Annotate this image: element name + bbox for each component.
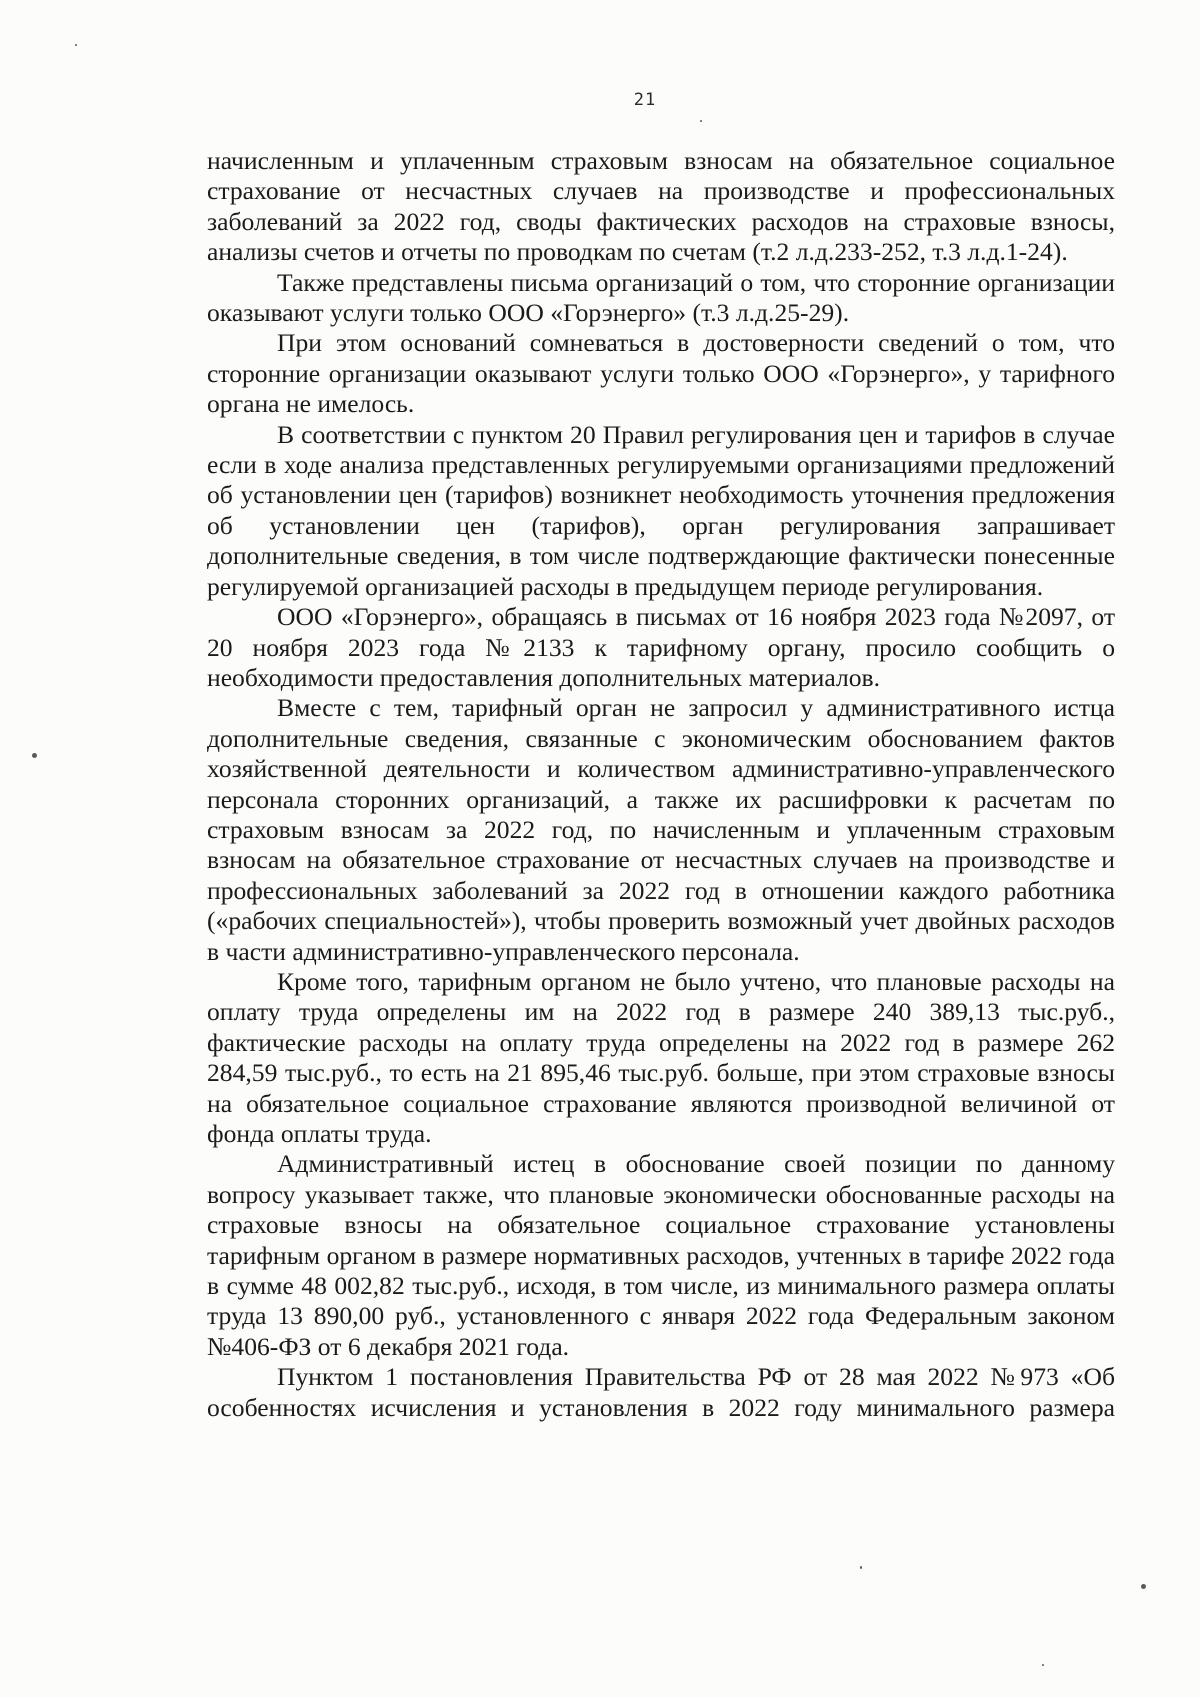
paragraph: Вместе с тем, тарифный орган не запросил у административного истца дополнительные сведения, связанные с экономическим обоснованием фактов хозяйственной деятельности и количеством административно-управленческого персонала сторонних организаций, а также их расшифровки к расчетам по страховым взносам за 2022 год, по начисленным и уплаченным страховым взносам на обязательное страхование от несчастных случаев на производстве и профессиональных заболеваний за 2022 год в отношении каждого работника («рабочих специальностей»), чтобы проверить возможный учет двойных расходов в части административно-управленческого персонала.: [207, 693, 1115, 966]
scan-speck: [860, 1566, 862, 1569]
paragraph: Также представлены письма организаций о том, что сторонние организации оказывают услуги только ООО «Горэнерго» (т.3 л.д.25-29).: [207, 267, 1115, 328]
scan-speck: [32, 753, 37, 758]
paragraph: Кроме того, тарифным органом не было учтено, что плановые расходы на оплату труда определены им на 2022 год в размере 240 389,13 тыс.руб., фактические расходы на оплату труда определены на 2022 год в размере 262 284,59 тыс.руб., то есть на 21 895,46 тыс.руб. больше, при этом страховые взносы на обязательное социальное страхование являются производной величиной от фонда оплаты труда.: [207, 966, 1115, 1148]
paragraph: В соответствии с пунктом 20 Правил регулирования цен и тарифов в случае если в ходе анализа представленных регулируемыми организациями предложений об установлении цен (тарифов) возникнет необходимость уточнения предложения об установлении цен (тарифов), орган регулирования запрашивает дополнительные сведения, в том числе подтверждающие фактически понесенные регулируемой организацией расходы в предыдущем периоде регулирования.: [207, 419, 1115, 601]
scan-speck: [700, 120, 702, 122]
document-body: [207, 146, 1115, 1423]
scan-speck: [75, 44, 77, 46]
paragraph: Административный истец в обоснование своей позиции по данному вопросу указывает также, что плановые экономически обоснованные расходы на страховые взносы на обязательное социальное страхование установлены тарифным органом в размере нормативных расходов, учтенных в тарифе 2022 года в сумме 48 002,82 тыс.руб., исходя, в том числе, из минимального размера оплаты труда 13 890,00 руб., установленного с января 2022 года Федеральным законом №406-ФЗ от 6 декабря 2021 года.: [207, 1149, 1115, 1361]
paragraph: начисленным и уплаченным страховым взносам на обязательное социальное страхование от несчастных случаев на производстве и профессиональных заболеваний за 2022 год, своды фактических расходов на страховые взносы, анализы счетов и отчеты по проводкам по счетам (т.2 л.д.233-252, т.3 л.д.1-24).: [207, 146, 1115, 267]
paragraph: Пунктом 1 постановления Правительства РФ от 28 мая 2022 №973 «Об особенностях исчисления и установления в 2022 году минимального размера: [207, 1362, 1115, 1422]
paragraph: При этом оснований сомневаться в достоверности сведений о том, что сторонние организации оказывают услуги только ООО «Горэнерго», у тарифного органа не имелось.: [207, 328, 1115, 419]
scan-speck: [1042, 1664, 1044, 1666]
paragraph: ООО «Горэнерго», обращаясь в письмах от 16 ноября 2023 года №2097, от 20 ноября 2023 года №2133 к тарифному органу, просило сообщить о необходимости предоставления дополнительных материалов.: [207, 602, 1115, 692]
scan-speck: [1141, 1584, 1146, 1589]
page-number: 21: [633, 90, 657, 110]
